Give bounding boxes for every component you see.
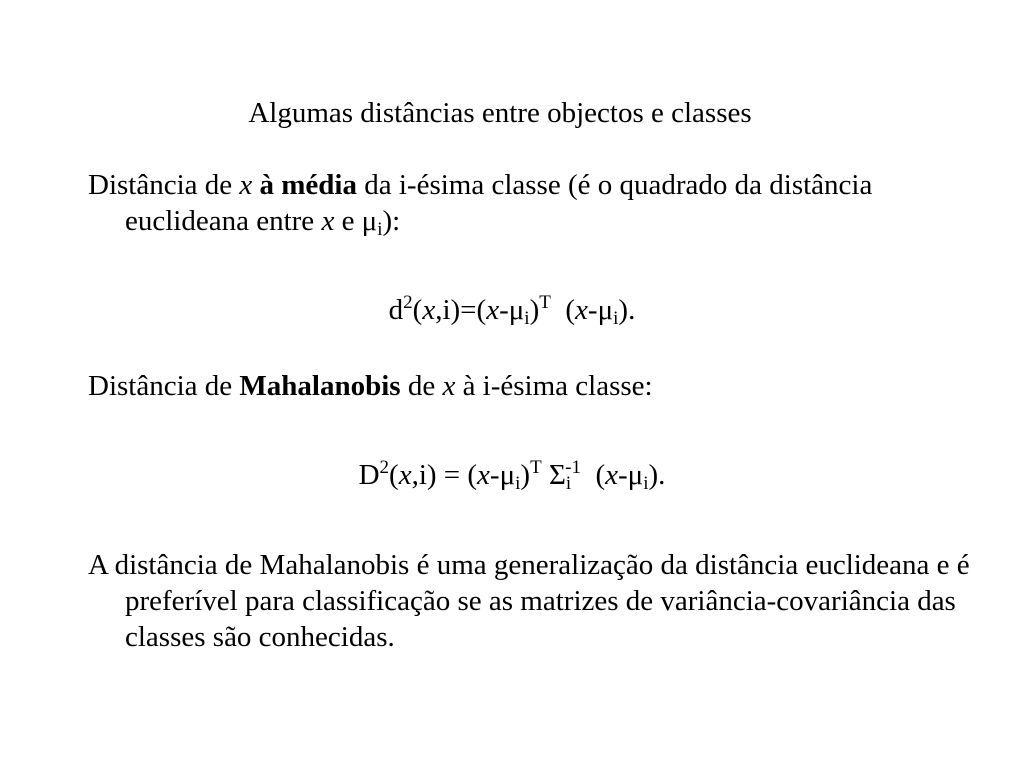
formula-text: ( bbox=[550, 294, 576, 326]
slide-title: Algumas distâncias entre objectos e classes bbox=[248, 97, 752, 129]
superscript-2: 2 bbox=[403, 292, 413, 313]
text-segment: de bbox=[400, 370, 443, 402]
formula-euclidean bbox=[0, 292, 1024, 328]
text-segment: e μ bbox=[334, 205, 378, 237]
variable-x: x bbox=[605, 459, 618, 491]
formula-text: -μ bbox=[587, 294, 614, 326]
paragraph-mahalanobis bbox=[88, 368, 985, 404]
variable-x: x bbox=[398, 459, 412, 491]
superscript-2: 2 bbox=[379, 457, 390, 478]
variable-x: x bbox=[477, 459, 490, 491]
superscript-inverse: -1 bbox=[565, 457, 581, 478]
variable-x: x bbox=[486, 294, 500, 326]
variable-x: x bbox=[239, 169, 253, 201]
formula-text: -μ bbox=[499, 294, 525, 326]
formula-text: ( bbox=[412, 294, 423, 326]
formula-text: ,i) = ( bbox=[411, 459, 478, 491]
subscript-i: i bbox=[524, 308, 530, 329]
subscript-i: i bbox=[515, 473, 521, 494]
subscript-i: i bbox=[643, 473, 649, 494]
paragraph-mahalanobis-generalization: A distância de Mahalanobis é uma generalização da distância euclideana e é preferível para classificação se as matrizes de variância-covariância das classes são conhecidas. bbox=[88, 549, 970, 653]
symbol-d: d bbox=[388, 294, 404, 326]
text-segment: à i-ésima classe: bbox=[455, 370, 653, 402]
formula-text: ) bbox=[520, 459, 531, 491]
emphasis-mahalanobis: Mahalanobis bbox=[239, 370, 401, 402]
formula-text: -μ bbox=[489, 459, 516, 491]
subscript-i: i bbox=[613, 308, 619, 329]
formula-text: ). bbox=[618, 294, 636, 326]
variable-x: x bbox=[422, 294, 436, 326]
formula-text: ( bbox=[389, 459, 399, 491]
formula-text: ,i)=( bbox=[435, 294, 487, 326]
variable-x: x bbox=[575, 294, 588, 326]
formula-mahalanobis bbox=[0, 457, 1024, 493]
subscript-i: i bbox=[377, 219, 383, 240]
formula-text: ( bbox=[580, 459, 606, 491]
superscript-T: T bbox=[530, 457, 542, 478]
superscript-T: T bbox=[539, 292, 551, 313]
text-segment: ): bbox=[382, 205, 401, 237]
text-segment: da i-ésima classe (é o quadrado da distância euclideana entre bbox=[125, 169, 873, 237]
paragraph-distance-to-mean bbox=[88, 167, 985, 239]
formula-text: ) bbox=[529, 294, 540, 326]
formula-text: ). bbox=[648, 459, 666, 491]
variable-x: x bbox=[442, 370, 456, 402]
symbol-D: D bbox=[358, 459, 380, 491]
variable-x: x bbox=[321, 205, 335, 237]
formula-text: -μ bbox=[618, 459, 644, 491]
text-segment: Distância de bbox=[88, 370, 240, 402]
text-segment: Distância de bbox=[88, 169, 240, 201]
symbol-sigma: Σ bbox=[541, 459, 566, 491]
emphasis-a-media: à média bbox=[259, 169, 357, 201]
subscript-i: i bbox=[565, 473, 572, 494]
